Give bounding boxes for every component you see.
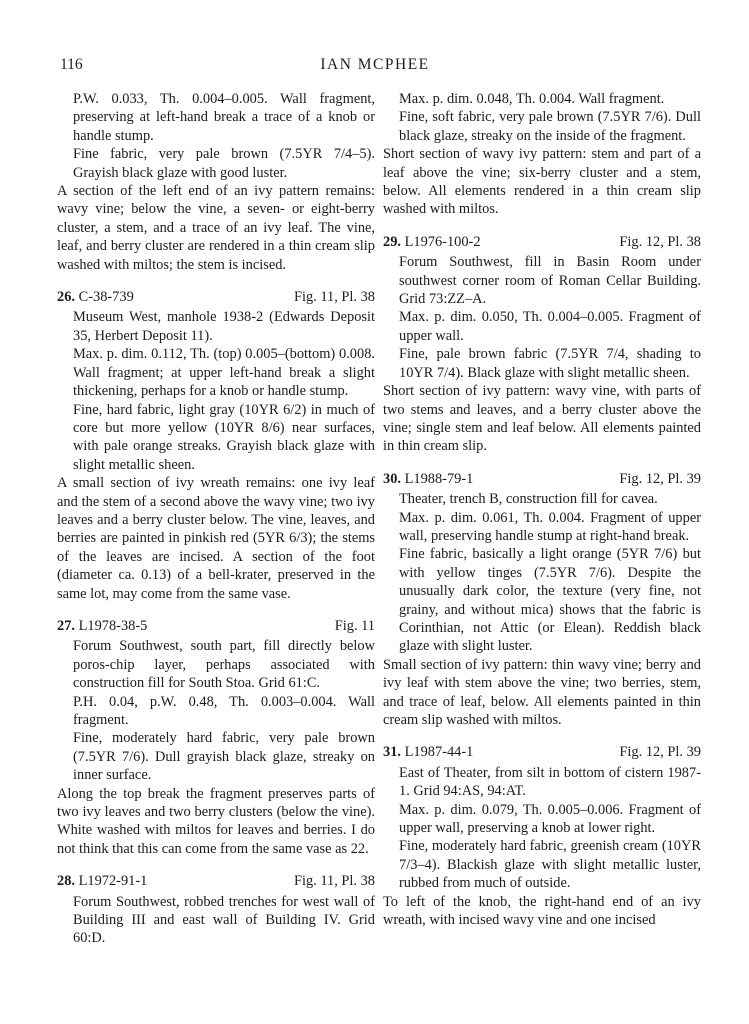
entry-28-description: Short section of wavy ivy pattern: stem and part of a leaf above the vine; six-berry cluster and a stem, below. All elements rendered in a thin cream slip washed with miltos. [383,146,701,218]
entry-30-figure-ref: Fig. 12, Pl. 39 [619,470,701,487]
entry-27-findspot: Forum Southwest, south part, fill directly below poros-chip layer, perhaps associated with construction fill for South Stoa. Grid 61:C. [73,638,375,692]
entry-25-fabric: Fine fabric, very pale brown (7.5YR 7/4–5). Grayish black glaze with good luster. [73,146,375,181]
entry-28-heading [57,872,375,890]
entry-28-number: 28. [57,873,75,890]
left-column [57,90,375,948]
entry-28-figure-ref: Fig. 11, Pl. 38 [293,873,375,890]
entry-31-findspot: East of Theater, from silt in bottom of cistern 1987-1. Grid 94:AS, 94:AT. [399,764,701,800]
entry-26-inventory: C-38-739 [78,289,134,306]
entry-31-measurements: Max. p. dim. 0.079, Th. 0.005–0.006. Fragment of upper wall, preserving a knob at lower right. [399,801,701,837]
page-number: 116 [60,56,83,73]
entry-29-fabric: Fine, pale brown fabric (7.5YR 7/4, shading to 10YR 7/4). Black glaze with slight metallic sheen. [399,346,701,381]
entry-31-fabric: Fine, moderately hard fabric, greenish cream (10YR 7/3–4). Blackish glaze with slight metallic luster, rubbed from much of outside. [399,838,701,892]
entry-30-fabric: Fine fabric, basically a light orange (5YR 7/6) but with yellow tinges (7.5YR 7/6). Despite the unusually dark color, the texture (very fine, not grainy, and without mica) shows that the fabric is Corinthian, not Attic (or Elean). Reddish black glaze with slight luster. [399,546,701,655]
entry-28-measurements: Max. p. dim. 0.048, Th. 0.004. Wall fragment. [399,91,665,107]
entry-29-findspot: Forum Southwest, fill in Basin Room under southwest corner room of Roman Cellar Building. Grid 73:ZZ–A. [399,254,701,308]
entry-29-heading [383,233,701,251]
entry-25-measurements: P.W. 0.033, Th. 0.004–0.005. Wall fragment, preserving at left-hand break a trace of a knob or handle stump. [73,91,375,144]
entry-29-description: Short section of ivy pattern: wavy vine, with parts of two stems and leaves, and a berry cluster above the vine; single stem and leaf below. All elements painted in thin cream slip. [383,383,701,455]
entry-30-number: 30. [383,470,401,487]
entry-29-measurements: Max. p. dim. 0.050, Th. 0.004–0.005. Fragment of upper wall. [399,309,701,344]
entry-26-number: 26. [57,289,75,306]
right-column [383,90,701,929]
entry-26-description: A small section of ivy wreath remains: one ivy leaf and the stem of a second above the wavy vine; two ivy leaves and a berry cluster below. The vine, leaves, and berries are painted in pinkish red (5YR 6/3); the stems of the leaves are incised. A section of the foot (diameter ca. 0.13) of a bell-krater, preserved in the same lot, may come from the same vase. [57,475,375,602]
entry-29-number: 29. [383,233,401,250]
entry-30-heading [383,470,701,488]
entry-31-description: To left of the knob, the right-hand end of an ivy wreath, with incised wavy vine and one incised [383,893,701,929]
entry-29-inventory: L1976-100-2 [404,233,481,250]
entry-26-fabric: Fine, hard fabric, light gray (10YR 6/2) in much of core but more yellow (10YR 8/6) near surfaces, with pale orange streaks. Grayish black glaze with slight metallic sheen. [73,401,375,473]
entry-27-figure-ref: Fig. 11 [334,617,375,634]
entry-31-number: 31. [383,744,401,761]
entry-31-inventory: L1987-44-1 [404,744,474,761]
entry-27-heading [57,617,375,635]
entry-27-measurements: P.H. 0.04, p.W. 0.48, Th. 0.003–0.004. Wall fragment. [73,693,375,728]
entry-26-findspot: Museum West, manhole 1938-2 (Edwards Deposit 35, Herbert Deposit 11). [73,309,375,344]
entry-26-heading [57,288,375,306]
entry-28-fabric: Fine, soft fabric, very pale brown (7.5YR 7/6). Dull black glaze, streaky on the inside of the fragment. [399,109,701,144]
entry-28-findspot: Forum Southwest, robbed trenches for west wall of Building III and east wall of Building IV. Grid 60:D. [73,893,375,947]
entry-30-measurements: Max. p. dim. 0.061, Th. 0.004. Fragment of upper wall, preserving handle stump at right-hand break. [399,509,701,544]
entry-31-heading [383,743,701,761]
entry-27-description: Along the top break the fragment preserves parts of two ivy leaves and two berry clusters (below the vine). White washed with miltos for leaves and berries. I do not think that this can come from the same vase as 22. [57,785,375,857]
entry-26-figure-ref: Fig. 11, Pl. 38 [293,289,375,306]
entry-30-inventory: L1988-79-1 [404,470,474,487]
entry-27-number: 27. [57,617,75,634]
page-header [48,56,702,82]
entry-27-fabric: Fine, moderately hard fabric, very pale brown (7.5YR 7/6). Dull grayish black glaze, streaky on inner surface. [73,730,375,784]
running-head: IAN MCPHEE [320,56,430,73]
entry-31-figure-ref: Fig. 12, Pl. 39 [619,744,701,761]
entry-30-findspot: Theater, trench B, construction fill for cavea. [399,491,658,508]
entry-27-inventory: L1978-38-5 [78,617,148,634]
entry-26-measurements: Max. p. dim. 0.112, Th. (top) 0.005–(bottom) 0.008. Wall fragment; at upper left-hand break a slight thickening, perhaps for a knob or handle stump. [73,346,375,400]
entry-25-description: A section of the left end of an ivy pattern remains: wavy vine; below the vine, a seven- or eight-berry cluster, a stem, and a trace of an ivy leaf. The vine, leaf, and berry cluster are rendered in a thin cream slip washed with miltos; the stem is incised. [57,183,375,273]
entry-30-description: Small section of ivy pattern: thin wavy vine; berry and ivy leaf with stem above the vine; two berries, stem, and trace of leaf, below. All elements painted in thin cream slip washed with miltos. [383,656,701,728]
entry-28-inventory: L1972-91-1 [78,873,148,890]
entry-29-figure-ref: Fig. 12, Pl. 38 [619,233,701,250]
